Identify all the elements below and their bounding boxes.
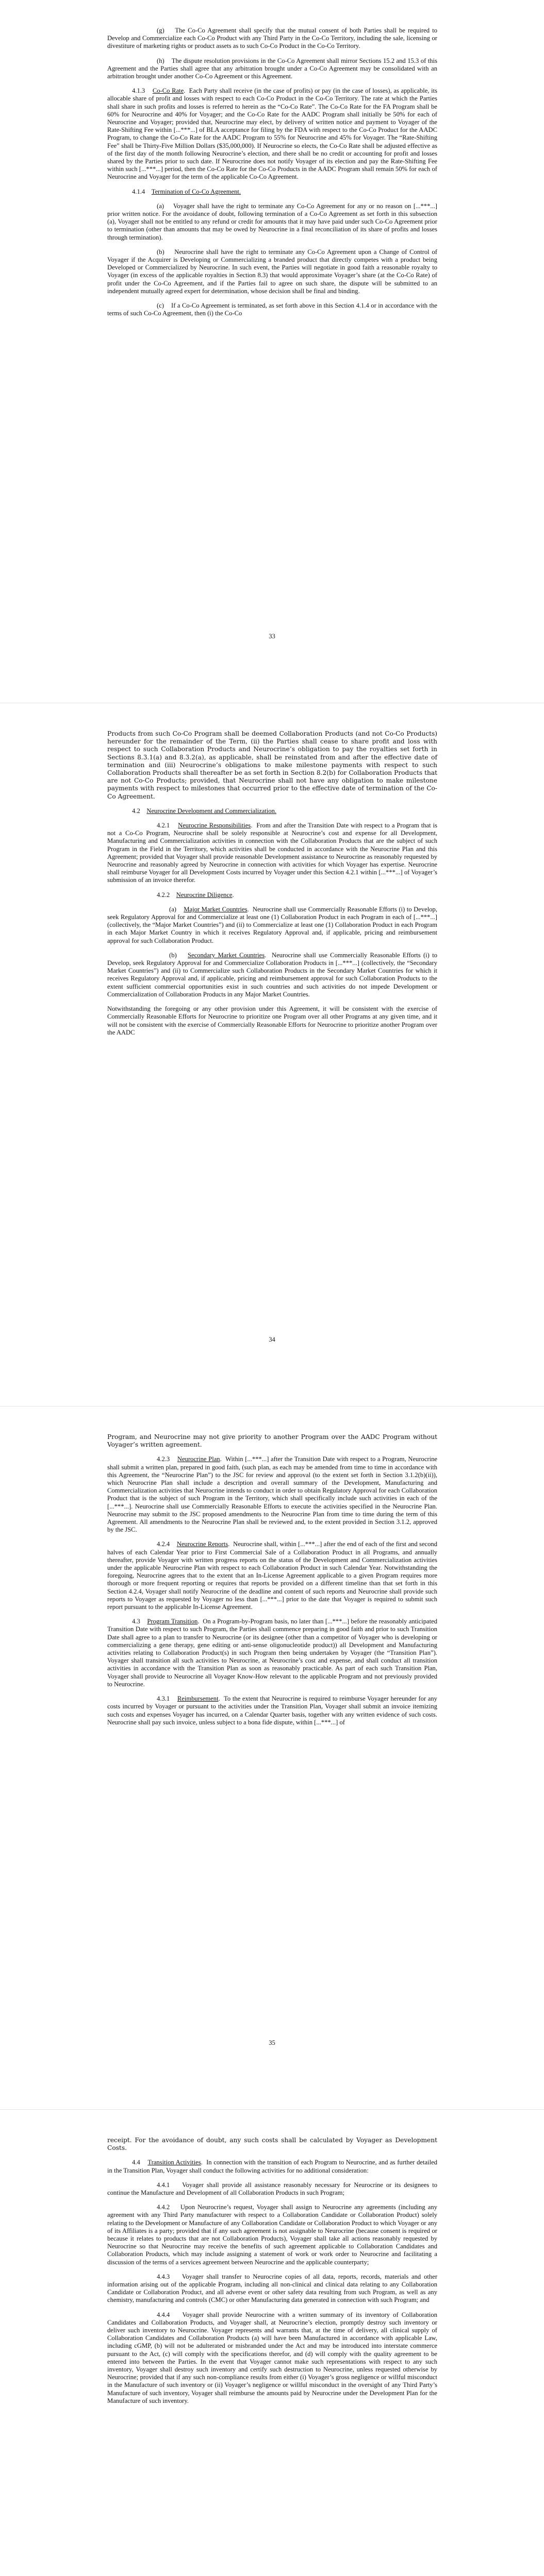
para-text: Voyager shall provide all assistance reasonably necessary for Neurocrine or its designees to continue the Manufacture and Development of all Collaboration Products in such Program; <box>107 2181 438 2197</box>
section-number: 4.2.3 <box>157 1455 170 1463</box>
section-heading: Major Market Countries <box>184 905 248 913</box>
paragraph <box>107 2311 437 2405</box>
section-number: 4.1.4 <box>132 188 145 195</box>
page-body <box>107 730 437 1043</box>
section-heading: Program Transition <box>147 1618 198 1625</box>
section-number: 4.4.4 <box>157 2311 170 2318</box>
paragraph <box>107 1005 437 1037</box>
para-text: Upon Neurocrine’s request, Voyager shall assign to Neurocrine any agreements (including any agreement with any Third Party manufacturer with respect to a Collaboration Candidate or Collaboration Product) solely relating to the Development or Manufacture of any Collaboration Candidate or Collaboration Product to which Voyager or any of its Affiliates is a party; provided that if any such agreement is not assignable to Neurocrine (because consent is required or because it relates to products that are not Collaboration Products), Voyager shall take all actions reasonably requested by Neurocrine so that Neurocrine may receive the benefits of such agreement applicable to Collaboration Candidates and Collaboration Products, which may include assigning a statement of work or work order to Neurocrine and facilitating a discussion of the terms of a services agreement between Neurocrine and the applicable counterparty; <box>107 2204 437 2266</box>
page-35 <box>0 1406 544 2110</box>
para-text: Products from such Co-Co Program shall be deemed Collaboration Products (and not Co-Co Products) hereunder for the remainder of the Term, (ii) the Parties shall cease to share profit and loss with respect to such Collaboration Products and Neurocrine’s obligation to pay the royalties set forth in Sections 8.3.1(a) and 8.3.2(a), as applicable, shall be reinstated from and after the effective date of termination and (iii) Neurocrine’s obligations to make milestone payments with respect to such Collaboration Products shall thereafter be as set forth in Section 8.2(b) for Collaboration Products that are not Co-Co Products; provided, that Neurocrine shall not have any obligation to make milestone payments with respect to milestones that occurred prior to the effective date of termination of the Co-Co Agreement. <box>107 730 437 800</box>
paragraph <box>107 202 437 242</box>
paragraph: 4.2.1 Neurocrine Responsibilities. From and after the Transition Date with respect to a Program that is not a Co-Co Program, Neurocrine shall be solely responsible at Neurocrine’s cost and expense for all Development, Manufacturing and Commercialization activities in connection with the Collaboration Products that are the subject of such Program in the Field in the Territory, which activities shall be conducted in accordance with the Neurocrine Plan and this Agreement; provided that Voyager shall provide reasonable Development assistance to Neurocrine as reasonably requested by Neurocrine and reasonably agreed by Neurocrine in connection with activities for which Voyager has expertise. Neurocrine shall reimburse Voyager for all Development Costs incurred by Voyager under this Section 4.2.1 within [...***...] of Voyager’s submission of an invoice therefor. <box>107 822 438 884</box>
paragraph <box>107 248 437 295</box>
para-text: In connection with the transition of each Program to Neurocrine, and as further detailed in the Transition Plan, Voyager shall conduct the following activities for no additional consideration: <box>107 2159 437 2174</box>
para-label: (h) <box>157 57 164 64</box>
para-text: Each Party shall receive (in the case of profits) or pay (in the case of losses), as applicable, its allocable share of profit and losses with respect to each Co-Co Product in the Co-Co Territory. The rate at which the Parties shall share in such profits and losses is referred to herein as the “Co-Co Rate”. The Co-Co Rate for the FA Program shall be 60% for Neurocrine and 40% for Voyager; and the Co-Co Rate for the AADC Program shall initially be 50% for each of Neurocrine and Voyager; provided that, Neurocrine may elect, by delivery of written notice and payment to Voyager of the Rate-Shifting Fee within [...***...] of BLA acceptance for filing by the FDA with respect to the Co-Co Product for the AADC Program, to change the Co-Co Rate for the AADC Program to 55% for Neurocrine and 45% for Voyager. The “Rate-Shifting Fee” shall be Thirty-Five Million Dollars ($35,000,000). If Neurocrine so elects, the Co-Co Rate shall be adjusted effective as of the first day of the month following Neurocrine’s election, and there shall be no credit or accounting for profit and losses shared by the Parties prior to such date. If Neurocrine does not notify Voyager of its election and pay the Rate-Shifting Fee within such [...***...] period, then the Co-Co Rate for the Co-Co Products in the AADC Program shall remain 50% for each of Neurocrine and Voyager for the term of the applicable Co-Co Agreement. <box>107 87 437 181</box>
page-number: 35 <box>269 2039 275 2046</box>
paragraph: 4.3 Program Transition. On a Program-by-Program basis, no later than [...***...] before the reasonably anticipated Transition Date with respect to such Program, the Parties shall commence preparing in good faith and prior to such Transition Date shall agree to a plan to transfer to Neurocrine (or its designee (other than a competitor of Voyager who is developing or commercializing a gene therapy, gene editing or anti-sense oligonucleotide product)) all Development and Manufacturing activities relating to Collaboration Product(s) in such Program then being undertaken by Voyager (the “Transition Plan”). Voyager shall transition all such activities to Neurocrine, at Neurocrine’s cost and expense, and shall conduct all transition activities in accordance with the Transition Plan as soon as reasonably practicable. As part of each such Transition Plan, Voyager shall provide to Neurocrine all Voyager Know-How relevant to the applicable Program and not previously provided to Neurocrine. <box>107 1618 438 1688</box>
section-heading: Secondary Market Countries <box>188 951 265 959</box>
section-number: 4.4 <box>132 2159 140 2166</box>
section-number: 4.4.3 <box>157 2273 170 2280</box>
section-number: 4.2 <box>132 807 140 815</box>
para-text: Voyager shall have the right to terminate any Co-Co Agreement for any or no reason on [...***...] prior written notice. For the avoidance of doubt, following termination of a Co-Co Agreement as set forth in this subsection (a), Voyager shall not be entitled to any refund or credit for amounts that it may have paid under such Co-Co Agreement prior to termination (other than amounts that may be owed by Neurocrine in a final reconciliation of its share of profits and losses through termination). <box>107 202 437 241</box>
paragraph <box>107 27 437 50</box>
para-text: On a Program-by-Program basis, no later than [...***...] before the reasonably anticipated Transition Date with respect to such Program, the Parties shall commence preparing in good faith and prior to such Transition Date shall agree to a plan to transfer to Neurocrine (or its designee (other than a competitor of Voyager who is developing or commercializing a gene therapy, gene editing or anti-sense oligonucleotide product)) all Development and Manufacturing activities relating to Collaboration Product(s) in such Program then being undertaken by Voyager (the “Transition Plan”). Voyager shall transition all such activities to Neurocrine, at Neurocrine’s cost and expense, and shall conduct all transition activities in accordance with the Transition Plan as soon as reasonably practicable. As part of each such Transition Plan, Voyager shall provide to Neurocrine all Voyager Know-How relevant to the applicable Program and not previously provided to Neurocrine. <box>107 1618 438 1688</box>
page-33 <box>0 0 544 703</box>
section-heading: Reimbursement <box>177 1695 219 1703</box>
section-number: 4.3 <box>132 1618 140 1625</box>
paragraph: 4.4 Transition Activities. In connection with the transition of each Program to Neurocrine, and as further detailed in the Transition Plan, Voyager shall conduct the following activities for no additional consideration: <box>107 2159 437 2174</box>
paragraph <box>107 2137 437 2152</box>
page-body <box>107 2137 437 2412</box>
paragraph: (a) Major Market Countries. Neurocrine shall use Commercially Reasonable Efforts (i) to Develop, seek Regulatory Approval for and Commercialize at least one (1) Collaboration Product in each Program in each of [...***...] (collectively, the “Major Market Countries”) and (ii) to Commercialize at least one (1) Collaboration Product in each Program in each Major Market Country in which it receives Regulatory Approval and, if applicable, pricing and reimbursement approval for such Collaboration Product. <box>107 905 437 944</box>
paragraph <box>107 57 437 81</box>
page-number: 34 <box>269 1336 275 1343</box>
section-number: 4.2.2 <box>157 891 170 899</box>
paragraph <box>107 302 437 317</box>
para-text: From and after the Transition Date with respect to a Program that is not a Co-Co Program, Neurocrine shall be solely responsible at Neurocrine’s cost and expense for all Development, Manufacturing and Commercialization activities in connection with the Collaboration Products that are the subject of such Program in the Field in the Territory, which activities shall be conducted in accordance with the Neurocrine Plan and this Agreement; provided that Voyager shall provide reasonable Development assistance to Neurocrine as reasonably requested by Neurocrine and reasonably agreed by Neurocrine in connection with activities for which Voyager has expertise. Neurocrine shall reimburse Voyager for all Development Costs incurred by Voyager under this Section 4.2.1 within [...***...] of Voyager’s submission of an invoice therefor. <box>107 822 438 884</box>
section-heading: Neurocrine Plan <box>177 1455 220 1463</box>
paragraph <box>107 2181 437 2197</box>
section-heading: Neurocrine Responsibilities <box>178 822 251 829</box>
page-36 <box>0 2110 544 2576</box>
paragraph: 4.2.2 Neurocrine Diligence. <box>157 891 234 899</box>
para-text: Program, and Neurocrine may not give priority to another Program over the AADC Program without Voyager’s written agreement. <box>107 1433 437 1449</box>
section-heading: Transition Activities <box>147 2159 201 2166</box>
para-text: The Co-Co Agreement shall specify that the mutual consent of both Parties shall be required to Develop and Commercialize each Co-Co Product with any Third Party in the Co-Co Territory, including the sale, licensing or divestiture of marketing rights or product assets as to such Co-Co Product in the Co-Co Territory. <box>107 27 437 50</box>
section-number: 4.4.1 <box>157 2181 170 2189</box>
para-label: (a) <box>157 202 164 210</box>
section-number: 4.2.4 <box>157 1540 170 1548</box>
section-number: 4.3.1 <box>157 1695 170 1703</box>
para-text: If a Co-Co Agreement is terminated, as set forth above in this Section 4.1.4 or in accordance with the terms of such Co-Co Agreement, then (i) the Co-Co <box>107 302 438 317</box>
paragraph <box>107 2273 437 2304</box>
para-text: receipt. For the avoidance of doubt, any such costs shall be calculated by Voyager as Development Costs. <box>107 2137 437 2152</box>
section-heading: Neurocrine Reports <box>176 1540 228 1548</box>
para-text: Voyager shall transfer to Neurocrine copies of all data, reports, records, materials and other information arising out of the applicable Program, including all non-clinical and clinical data relating to any Collaboration Candidate or Collaboration Product, and all adverse event or other safety data resulting from such Program, as well as any chemistry, manufacturing and controls (CMC) or other Manufacturing data generated in connection with such Program; and <box>107 2273 438 2304</box>
section-heading: Co-Co Rate <box>152 87 184 95</box>
para-text: The dispute resolution provisions in the Co-Co Agreement shall mirror Sections 15.2 and 15.3 of this Agreement and the Parties shall agree that any arbitration brought under a Co-Co Agreement may be consolidated with an arbitration brought under another Co-Co Agreement or this Agreement. <box>107 57 438 80</box>
paragraph <box>107 2204 437 2266</box>
para-text: To the extent that Neurocrine is required to reimburse Voyager hereunder for any costs incurred by Voyager or pursuant to the activities under the Transition Plan, Voyager shall submit an invoice itemizing such costs and expenses Voyager has incurred, on a Calendar Quarter basis, together with any written evidence of such costs. Neurocrine shall pay such invoice, unless subject to a bona fide dispute, within [...***...] of <box>107 1695 437 1726</box>
section-number: 4.1.3 <box>132 87 145 95</box>
paragraph: 4.2.4 Neurocrine Reports. Neurocrine shall, within [...***...] after the end of each of the first and second halves of each Calendar Year prior to First Commercial Sale of a Collaboration Product in all Programs, and annually thereafter, provide Voyager with written progress reports on the status of the Development and Commercialization activities under the applicable Neurocrine Plan with respect to each Collaboration Product in such Calendar Year. Notwithstanding the foregoing, Neurocrine agrees that to the extent that an In-License Agreement applicable to a given Program requires more thorough or more frequent reporting or requires that reports be provided on a different timeline than that set forth in this Section 4.2.4, Voyager shall notify Neurocrine of the deadline and content of such reports and Neurocrine shall provide such reports to Voyager as requested by Voyager no less than [...***...] prior to the date that Voyager is required to submit such report pursuant to the applicable In-License Agreement. <box>107 1540 438 1611</box>
para-label: (b) <box>157 248 164 256</box>
para-text: Within [...***...] after the Transition Date with respect to a Program, Neurocrine shall submit a written plan, prepared in good faith, (such plan, as each may be amended from time to time in accordance with this Agreement, the “Neurocrine Plan”) to the JSC for review and approval (to the extent set forth in Section 3.1.2(b)(ii)), which Neurocrine Plan shall include a description and overall summary of the Development, Manufacturing and Commercialization activities that Neurocrine intends to conduct in order to obtain Regulatory Approval for each Collaboration Product that is the subject of such Program in the Territory, which shall specifically include such activities in each of the [...***...]. Neurocrine shall use Commercially Reasonable Efforts to execute the activities specified in the Neurocrine Plan. Neurocrine may submit to the JSC proposed amendments to the Neurocrine Plan from time to time during the term of this Agreement. All amendments to the Neurocrine Plan shall be reviewed and, to the extent provided in Section 3.1.2, approved by the JSC. <box>107 1455 437 1534</box>
paragraph: 4.1.3 Co-Co Rate. Each Party shall receive (in the case of profits) or pay (in the case of losses), as applicable, its allocable share of profit and losses with respect to each Co-Co Product in the Co-Co Territory. The rate at which the Parties shall share in such profits and losses is referred to herein as the “Co-Co Rate”. The Co-Co Rate for the FA Program shall be 60% for Neurocrine and 40% for Voyager; and the Co-Co Rate for the AADC Program shall initially be 50% for each of Neurocrine and Voyager; provided that, Neurocrine may elect, by delivery of written notice and payment to Voyager of the Rate-Shifting Fee within [...***...] of BLA acceptance for filing by the FDA with respect to the Co-Co Product for the AADC Program, to change the Co-Co Rate for the AADC Program to 55% for Neurocrine and 45% for Voyager. The “Rate-Shifting Fee” shall be Thirty-Five Million Dollars ($35,000,000). If Neurocrine so elects, the Co-Co Rate shall be adjusted effective as of the first day of the month following Neurocrine’s election, and there shall be no credit or accounting for profit and losses shared by the Parties prior to such date. If Neurocrine does not notify Voyager of its election and pay the Rate-Shifting Fee within such [...***...] period, then the Co-Co Rate for the Co-Co Products in the AADC Program shall remain 50% for each of Neurocrine and Voyager for the term of the applicable Co-Co Agreement. <box>107 87 437 181</box>
paragraph <box>107 807 437 815</box>
para-text: Neurocrine shall use Commercially Reasonable Efforts (i) to Develop, seek Regulatory Approval for and Commercialize at least one (1) Collaboration Product in each Program in each of [...***...] (collectively, the “Major Market Countries”) and (ii) to Commercialize at least one (1) Collaboration Product in each Program in each Major Market Country in which it receives Regulatory Approval and, if applicable, pricing and reimbursement approval for such Collaboration Product. <box>107 905 437 944</box>
paragraph: 4.2.3 Neurocrine Plan. Within [...***...] after the Transition Date with respect to a Program, Neurocrine shall submit a written plan, prepared in good faith, (such plan, as each may be amended from time to time in accordance with this Agreement, the “Neurocrine Plan”) to the JSC for review and approval (to the extent set forth in Section 3.1.2(b)(ii)), which Neurocrine Plan shall include a description and overall summary of the Development, Manufacturing and Commercialization activities that Neurocrine intends to conduct in order to obtain Regulatory Approval for each Collaboration Product that is the subject of such Program in the Territory, which shall specifically include such activities in each of the [...***...]. Neurocrine shall use Commercially Reasonable Efforts to execute the activities specified in the Neurocrine Plan. Neurocrine may submit to the JSC proposed amendments to the Neurocrine Plan from time to time during the term of this Agreement. All amendments to the Neurocrine Plan shall be reviewed and, to the extent provided in Section 3.1.2, approved by the JSC. <box>107 1455 437 1534</box>
para-label: (b) <box>169 951 177 959</box>
section-heading: Neurocrine Development and Commercialization. <box>146 807 277 815</box>
paragraph <box>107 188 437 196</box>
paragraph: 4.3.1 Reimbursement. To the extent that Neurocrine is required to reimburse Voyager hereunder for any costs incurred by Voyager or pursuant to the activities under the Transition Plan, Voyager shall submit an invoice itemizing such costs and expenses Voyager has incurred, on a Calendar Quarter basis, together with any written evidence of such costs. Neurocrine shall pay such invoice, unless subject to a bona fide dispute, within [...***...] of <box>107 1695 437 1726</box>
section-heading: Neurocrine Diligence <box>176 891 233 899</box>
paragraph: (b) Secondary Market Countries. Neurocrine shall use Commercially Reasonable Efforts (i) to Develop, seek Regulatory Approval for and Commercialize Collaboration Products in [...***...] (collectively, the “Secondary Market Countries”) and (ii) to Commercialize such Collaboration Products in the Secondary Market Countries for which it receives Regulatory Approval and, if applicable, pricing and reimbursement approval for such Collaboration Products to the extent sufficient commercial opportunities exist in such countries and such activities do not impede Development or Commercialization of Collaboration Products in any Major Market Countries. <box>107 951 437 998</box>
section-heading: Termination of Co-Co Agreement. <box>151 188 241 195</box>
section-number: 4.4.2 <box>157 2204 170 2211</box>
paragraph <box>107 730 437 801</box>
page-number: 33 <box>269 633 275 640</box>
para-text: Voyager shall provide Neurocrine with a written summary of its inventory of Collaboration Candidates and Collaboration Products, and Voyager shall, at Neurocrine’s election, promptly destroy such inventory or deliver such inventory to Neurocrine. Voyager represents and warrants that, at the time of delivery, all clinical supply of Collaboration Candidates and Collaboration Products (a) will have been Manufactured in accordance with applicable Law, including cGMP, (b) will not be adulterated or misbranded under the Act and may be introduced into interstate commerce pursuant to the Act, (c) will comply with the specifications therefor, and (d) will comply with the quality agreement to be entered into between the Parties. In the event that Voyager cannot make such representations with respect to any such inventory, Voyager shall destroy such inventory and certify such destruction to Neurocrine, unless requested otherwise by Neurocrine; provided that if any such non-compliance results from either (i) Voyager’s gross negligence or willful misconduct in the Manufacture of such inventory or (ii) Voyager’s negligence or willful misconduct in the oversight of any Third Party’s Manufacture of such inventory, Voyager shall reimburse the amounts paid by Neurocrine under the Development Plan for the Manufacture of such inventory. <box>107 2311 437 2404</box>
para-label: (g) <box>157 27 164 34</box>
para-text: Neurocrine shall have the right to terminate any Co-Co Agreement upon a Change of Control of Voyager if the Acquirer is Developing or Commercializing a branded product that directly competes with a product being Developed or Commercialized by Neurocrine. In such event, the Parties will negotiate in good faith a reasonable royalty to Voyager (in excess of the applicable royalties in Section 8.3) that would approximate Voyager’s share (at the Co-Co Rate) of profit under the Co-Co Agreement, and if the Parties fail to agree on such share, the dispute will be submitted to an independent mutually agreed expert for determination, whose decision shall be final and binding. <box>107 248 438 295</box>
para-text: Neurocrine shall use Commercially Reasonable Efforts (i) to Develop, seek Regulatory Approval for and Commercialize Collaboration Products in [...***...] (collectively, the “Secondary Market Countries”) and (ii) to Commercialize such Collaboration Products in the Secondary Market Countries for which it receives Regulatory Approval and, if applicable, pricing and reimbursement approval for such Collaboration Products to the extent sufficient commercial opportunities exist in such countries and such activities do not impede Development or Commercialization of Collaboration Products in any Major Market Countries. <box>107 951 437 998</box>
page-body <box>107 27 437 325</box>
para-text: Neurocrine shall, within [...***...] after the end of each of the first and second halves of each Calendar Year prior to First Commercial Sale of a Collaboration Product in all Programs, and annually thereafter, provide Voyager with written progress reports on the status of the Development and Commercialization activities under the applicable Neurocrine Plan with respect to each Collaboration Product in such Calendar Year. Notwithstanding the foregoing, Neurocrine agrees that to the extent that an In-License Agreement applicable to a given Program requires more thorough or more frequent reporting or requires that reports be provided on a different timeline than that set forth in this Section 4.2.4, Voyager shall notify Neurocrine of the deadline and content of such reports and Neurocrine shall provide such reports to Voyager as requested by Voyager no less than [...***...] prior to the date that Voyager is required to submit such report pursuant to the applicable In-License Agreement. <box>107 1540 438 1611</box>
para-label: (a) <box>169 905 176 913</box>
paragraph <box>107 1433 437 1449</box>
page-body <box>107 1433 437 1733</box>
para-text: Notwithstanding the foregoing or any other provision under this Agreement, it will be consistent with the exercise of Commercially Reasonable Efforts for Neurocrine to prioritize one Program over all other Programs at any given time, and it will not be consistent with the exercise of Commercially Reasonable Efforts for Neurocrine to prioritize another Program over the AADC <box>107 1005 437 1036</box>
page-34 <box>0 703 544 1406</box>
para-label: (c) <box>157 302 164 310</box>
section-number: 4.2.1 <box>157 822 170 829</box>
